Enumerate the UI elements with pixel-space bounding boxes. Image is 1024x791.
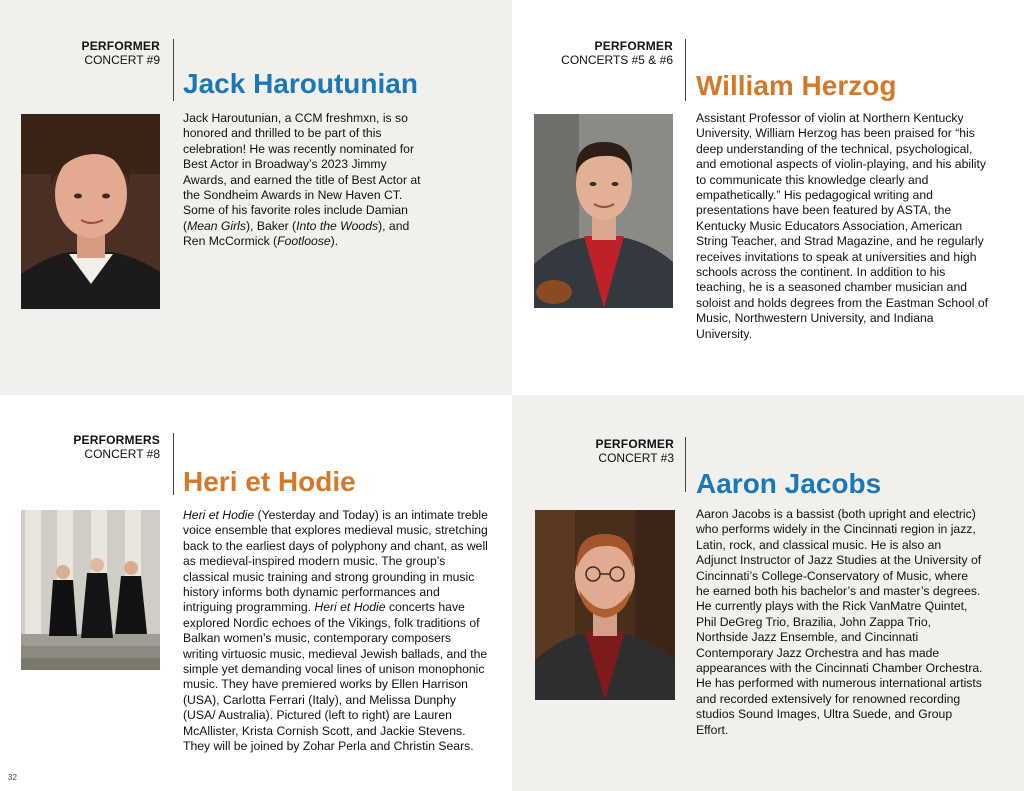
performer-name: Aaron Jacobs <box>696 468 882 499</box>
profile-heri-et-hodie <box>0 395 512 791</box>
profile-william-herzog <box>512 0 1024 395</box>
concert-text: CONCERT #8 <box>84 447 160 461</box>
performer-photo <box>535 510 675 700</box>
divider-line <box>685 437 686 492</box>
role-text: PERFORMER <box>81 39 160 53</box>
performer-name: Jack Haroutunian <box>183 68 418 99</box>
performer-label <box>20 433 160 461</box>
divider-line <box>173 39 174 101</box>
divider-line <box>173 433 174 495</box>
profile-jack-haroutunian <box>0 0 512 395</box>
divider-line <box>685 39 686 101</box>
performer-bio: Aaron Jacobs is a bassist (both upright and electric) who performs widely in the Cincinnati region in jazz, Latin, rock, and classical music. He is also an Adjunct Instructor of Jazz Studies at the University of Cincinnati’s College-Conservatory of Music, where he earned both his bachelor’s and master’s degrees. He currently plays with the Rick VanMatre Quintet, Phil DeGreg Trio, Brazilia, John Zappa Trio, Northside Jazz Ensemble, and Cincinnati Contemporary Jazz Orchestra and has made appearances with the Cincinnati Chamber Orchestra. He has performed with numerous international artists and recorded extensively for renowned recording studios Sound Images, Ultra Suede, and Group Effort. <box>696 507 983 737</box>
performer-name: William Herzog <box>696 70 897 101</box>
concert-text: CONCERT #3 <box>598 451 674 465</box>
performer-bio: Jack Haroutunian, a CCM freshmxn, is so honored and thrilled to be part of this celebration! He was recently nominated for Best Actor in Broadway’s 2023 Jimmy Awards, and earned the title of Best Actor at the Sondheim Awards in New Haven CT. Some of his favorite roles include Damian (Mean Girls), Baker (Into the Woods), and Ren McCormick (Footloose). <box>183 111 421 249</box>
profile-aaron-jacobs <box>512 395 1024 791</box>
performer-label <box>533 39 673 67</box>
role-text: PERFORMER <box>594 39 673 53</box>
ensemble-bio: Heri et Hodie (Yesterday and Today) is an intimate treble voice ensemble that explores medieval music, stretching back to the earliest days of polyphony and chant, as well as medieval-inspired modern music. The group’s classical music training and strong grounding in music history informs both dynamic performances and intriguing programming. Heri et Hodie concerts have explored Nordic echoes of the Vikings, folk traditions of Balkan women’s music, contemporary composers writing virtuosic music, medieval Jewish ballads, and the simple yet demanding vocal lines of unison monophonic music. They have premiered works by Ellen Harrison (USA), Carlotta Ferrari (Italy), and Melissa Dunphy (USA/ Australia). Pictured (left to right) are Lauren McAllister, Krista Cornish Scott, and Jackie Stevens. They will be joined by Zohar Perla and Christin Sears. <box>183 508 488 754</box>
performer-name: Heri et Hodie <box>183 466 356 497</box>
page-number: 32 <box>8 773 17 782</box>
performer-label <box>534 437 674 465</box>
concert-text: CONCERTS #5 & #6 <box>561 53 673 67</box>
role-text: PERFORMERS <box>73 433 160 447</box>
role-text: PERFORMER <box>595 437 674 451</box>
performer-bio: Assistant Professor of violin at Northern Kentucky University, William Herzog has been praised for “his deep understanding of the technical, psychological, and emotional aspects of violin-playing, and his ability to communicate this knowledge clearly and empathetically.” His pedagogical writing and presentations have been featured by ASTA, the Kentucky Music Educators Association, American String Teacher, and Strad Magazine, and he regularly receives invitations to speak at universities and high schools across the continent. In addition to his teaching, he is a seasoned chamber musician and soloist and holds degrees from the Eastman School of Music, Northwestern University, and Indiana University. <box>696 111 988 341</box>
performer-label <box>20 39 160 67</box>
performer-photo <box>21 114 160 309</box>
ensemble-photo <box>21 510 160 670</box>
concert-text: CONCERT #9 <box>84 53 160 67</box>
performer-photo <box>534 114 673 308</box>
